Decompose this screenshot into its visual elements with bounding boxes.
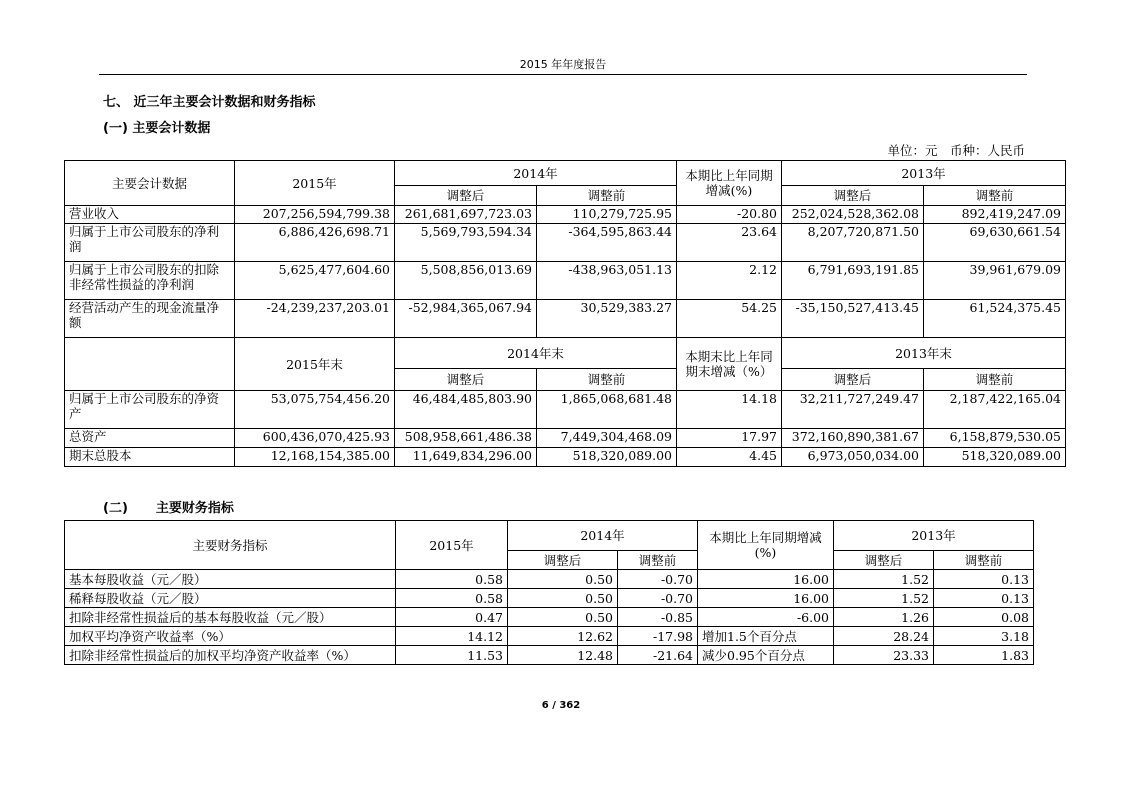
cell-2013-adjusted: 1.26 bbox=[834, 608, 934, 627]
cell-2014-adjusted: 0.50 bbox=[508, 608, 618, 627]
row-label: 期末总股本 bbox=[65, 448, 235, 467]
page-number: 6 / 362 bbox=[541, 700, 581, 711]
cell-2015: 6,886,426,698.71 bbox=[235, 224, 395, 262]
cell-2013-adjusted: 6,973,050,034.00 bbox=[782, 448, 924, 467]
row-label: 总资产 bbox=[65, 429, 235, 448]
table-row bbox=[65, 300, 1066, 338]
table-row bbox=[65, 206, 1066, 224]
table-row bbox=[65, 448, 1066, 467]
cell-change: 增加1.5个百分点 bbox=[698, 627, 834, 646]
cell-2014-before: 1,865,068,681.48 bbox=[537, 391, 677, 429]
table-row bbox=[65, 646, 1034, 665]
col-header-2013-adjusted: 调整后 bbox=[834, 551, 934, 570]
cell-change: 17.97 bbox=[677, 429, 782, 448]
cell-2015: 11.53 bbox=[396, 646, 508, 665]
row-label: 营业收入 bbox=[65, 206, 235, 224]
col-header-2015: 2015年 bbox=[235, 161, 395, 206]
col-header-2013-end-before: 调整前 bbox=[924, 369, 1066, 391]
col-header-2013-end-adjusted: 调整后 bbox=[782, 369, 924, 391]
subsection-number: (二) bbox=[103, 501, 128, 516]
row-label: 扣除非经常性损益后的加权平均净资产收益率（%） bbox=[65, 646, 396, 665]
table-row bbox=[65, 608, 1034, 627]
cell-2014-before: 30,529,383.27 bbox=[537, 300, 677, 338]
cell-2015: 53,075,754,456.20 bbox=[235, 391, 395, 429]
col-header-2014: 2014年 bbox=[508, 521, 698, 551]
col-header-2013-before: 调整前 bbox=[924, 186, 1066, 206]
cell-2013-adjusted: 8,207,720,871.50 bbox=[782, 224, 924, 262]
cell-2014-before: -438,963,051.13 bbox=[537, 262, 677, 300]
col-header-2014-end: 2014年末 bbox=[395, 338, 677, 369]
row-label: 基本每股收益（元／股） bbox=[65, 570, 396, 589]
col-header-2015-end: 2015年末 bbox=[235, 338, 395, 391]
cell-2015: -24,239,237,203.01 bbox=[235, 300, 395, 338]
cell-2014-adjusted: 12.62 bbox=[508, 627, 618, 646]
cell-2013-adjusted: -35,150,527,413.45 bbox=[782, 300, 924, 338]
col-header-2014-adjusted: 调整后 bbox=[395, 186, 537, 206]
cell-2013-before: 3.18 bbox=[934, 627, 1034, 646]
subsection-title-financial-indicators bbox=[103, 497, 234, 516]
cell-2013-before: 39,961,679.09 bbox=[924, 262, 1066, 300]
cell-2014-before: -364,595,863.44 bbox=[537, 224, 677, 262]
col-header-item: 主要会计数据 bbox=[65, 161, 235, 206]
cell-2013-adjusted: 23.33 bbox=[834, 646, 934, 665]
cell-2014-before: -0.70 bbox=[618, 570, 698, 589]
blank-header-cell bbox=[65, 338, 235, 391]
cell-change: 14.18 bbox=[677, 391, 782, 429]
row-label: 归属于上市公司股东的净利润 bbox=[65, 224, 235, 262]
cell-2015: 0.58 bbox=[396, 589, 508, 608]
col-header-2014-before: 调整前 bbox=[537, 186, 677, 206]
cell-2015: 600,436,070,425.93 bbox=[235, 429, 395, 448]
col-header-item: 主要财务指标 bbox=[65, 521, 396, 570]
row-label: 经营活动产生的现金流量净额 bbox=[65, 300, 235, 338]
row-label: 归属于上市公司股东的净资产 bbox=[65, 391, 235, 429]
accounting-data-table bbox=[64, 160, 1066, 467]
cell-2015: 207,256,594,799.38 bbox=[235, 206, 395, 224]
cell-2013-before: 69,630,661.54 bbox=[924, 224, 1066, 262]
col-header-2014-before: 调整前 bbox=[618, 551, 698, 570]
unit-note: 单位：元 币种：人民币 bbox=[887, 143, 1025, 158]
cell-2014-before: -0.85 bbox=[618, 608, 698, 627]
cell-2013-adjusted: 6,791,693,191.85 bbox=[782, 262, 924, 300]
col-header-2013-before: 调整前 bbox=[934, 551, 1034, 570]
cell-2013-before: 0.13 bbox=[934, 589, 1034, 608]
cell-2015: 12,168,154,385.00 bbox=[235, 448, 395, 467]
cell-change: 2.12 bbox=[677, 262, 782, 300]
cell-2013-before: 1.83 bbox=[934, 646, 1034, 665]
cell-2013-adjusted: 1.52 bbox=[834, 589, 934, 608]
col-header-2013: 2013年 bbox=[782, 161, 1066, 186]
cell-2014-before: -21.64 bbox=[618, 646, 698, 665]
table-row bbox=[65, 627, 1034, 646]
table-row bbox=[65, 570, 1034, 589]
cell-2015: 0.58 bbox=[396, 570, 508, 589]
cell-change: -20.80 bbox=[677, 206, 782, 224]
cell-change: 16.00 bbox=[698, 589, 834, 608]
col-header-2014-end-before: 调整前 bbox=[537, 369, 677, 391]
cell-2014-adjusted: 508,958,661,486.38 bbox=[395, 429, 537, 448]
header-divider bbox=[99, 74, 1027, 75]
row-label: 扣除非经常性损益后的基本每股收益（元／股） bbox=[65, 608, 396, 627]
col-header-change: 本期比上年同期增减(%) bbox=[698, 521, 834, 570]
col-header-2014-end-adjusted: 调整后 bbox=[395, 369, 537, 391]
table-row bbox=[65, 224, 1066, 262]
col-header-2013-end: 2013年末 bbox=[782, 338, 1066, 369]
subsection-label: 主要财务指标 bbox=[155, 501, 234, 516]
row-label: 归属于上市公司股东的扣除非经常性损益的净利润 bbox=[65, 262, 235, 300]
subsection-title-accounting-data: (一) 主要会计数据 bbox=[103, 121, 211, 136]
cell-change: 16.00 bbox=[698, 570, 834, 589]
cell-2013-adjusted: 32,211,727,249.47 bbox=[782, 391, 924, 429]
cell-2013-adjusted: 1.52 bbox=[834, 570, 934, 589]
cell-2013-adjusted: 252,024,528,362.08 bbox=[782, 206, 924, 224]
cell-2015: 5,625,477,604.60 bbox=[235, 262, 395, 300]
financial-indicators-table bbox=[64, 520, 1034, 665]
cell-2013-adjusted: 372,160,890,381.67 bbox=[782, 429, 924, 448]
cell-2013-before: 0.08 bbox=[934, 608, 1034, 627]
cell-2013-before: 0.13 bbox=[934, 570, 1034, 589]
col-header-2013: 2013年 bbox=[834, 521, 1034, 551]
cell-2015: 0.47 bbox=[396, 608, 508, 627]
row-label: 稀释每股收益（元／股） bbox=[65, 589, 396, 608]
col-header-change: 本期比上年同期增减(%) bbox=[677, 161, 782, 206]
table-row bbox=[65, 589, 1034, 608]
col-header-change-end: 本期末比上年同期末增减（%） bbox=[677, 338, 782, 391]
cell-change: -6.00 bbox=[698, 608, 834, 627]
cell-2014-adjusted: 261,681,697,723.03 bbox=[395, 206, 537, 224]
col-header-2014-adjusted: 调整后 bbox=[508, 551, 618, 570]
col-header-2015: 2015年 bbox=[396, 521, 508, 570]
cell-change: 23.64 bbox=[677, 224, 782, 262]
cell-2014-adjusted: 11,649,834,296.00 bbox=[395, 448, 537, 467]
cell-2014-before: 518,320,089.00 bbox=[537, 448, 677, 467]
cell-2014-adjusted: 5,569,793,594.34 bbox=[395, 224, 537, 262]
cell-2014-adjusted: -52,984,365,067.94 bbox=[395, 300, 537, 338]
cell-change: 4.45 bbox=[677, 448, 782, 467]
table-row bbox=[65, 262, 1066, 300]
col-header-2013-adjusted: 调整后 bbox=[782, 186, 924, 206]
cell-2014-before: 110,279,725.95 bbox=[537, 206, 677, 224]
cell-2014-adjusted: 5,508,856,013.69 bbox=[395, 262, 537, 300]
row-label: 加权平均净资产收益率（%） bbox=[65, 627, 396, 646]
cell-2013-before: 61,524,375.45 bbox=[924, 300, 1066, 338]
cell-2013-before: 2,187,422,165.04 bbox=[924, 391, 1066, 429]
cell-2014-adjusted: 46,484,485,803.90 bbox=[395, 391, 537, 429]
cell-2013-before: 6,158,879,530.05 bbox=[924, 429, 1066, 448]
page-header: 2015 年年度报告 bbox=[519, 58, 607, 71]
cell-change: 减少0.95个百分点 bbox=[698, 646, 834, 665]
table-row bbox=[65, 391, 1066, 429]
cell-2014-before: -17.98 bbox=[618, 627, 698, 646]
cell-2014-before: 7,449,304,468.09 bbox=[537, 429, 677, 448]
section-title: 七、 近三年主要会计数据和财务指标 bbox=[103, 95, 316, 110]
cell-change: 54.25 bbox=[677, 300, 782, 338]
col-header-2014: 2014年 bbox=[395, 161, 677, 186]
cell-2013-before: 892,419,247.09 bbox=[924, 206, 1066, 224]
cell-2014-before: -0.70 bbox=[618, 589, 698, 608]
cell-2015: 14.12 bbox=[396, 627, 508, 646]
cell-2013-before: 518,320,089.00 bbox=[924, 448, 1066, 467]
table-row bbox=[65, 429, 1066, 448]
cell-2014-adjusted: 12.48 bbox=[508, 646, 618, 665]
cell-2014-adjusted: 0.50 bbox=[508, 570, 618, 589]
cell-2014-adjusted: 0.50 bbox=[508, 589, 618, 608]
cell-2013-adjusted: 28.24 bbox=[834, 627, 934, 646]
